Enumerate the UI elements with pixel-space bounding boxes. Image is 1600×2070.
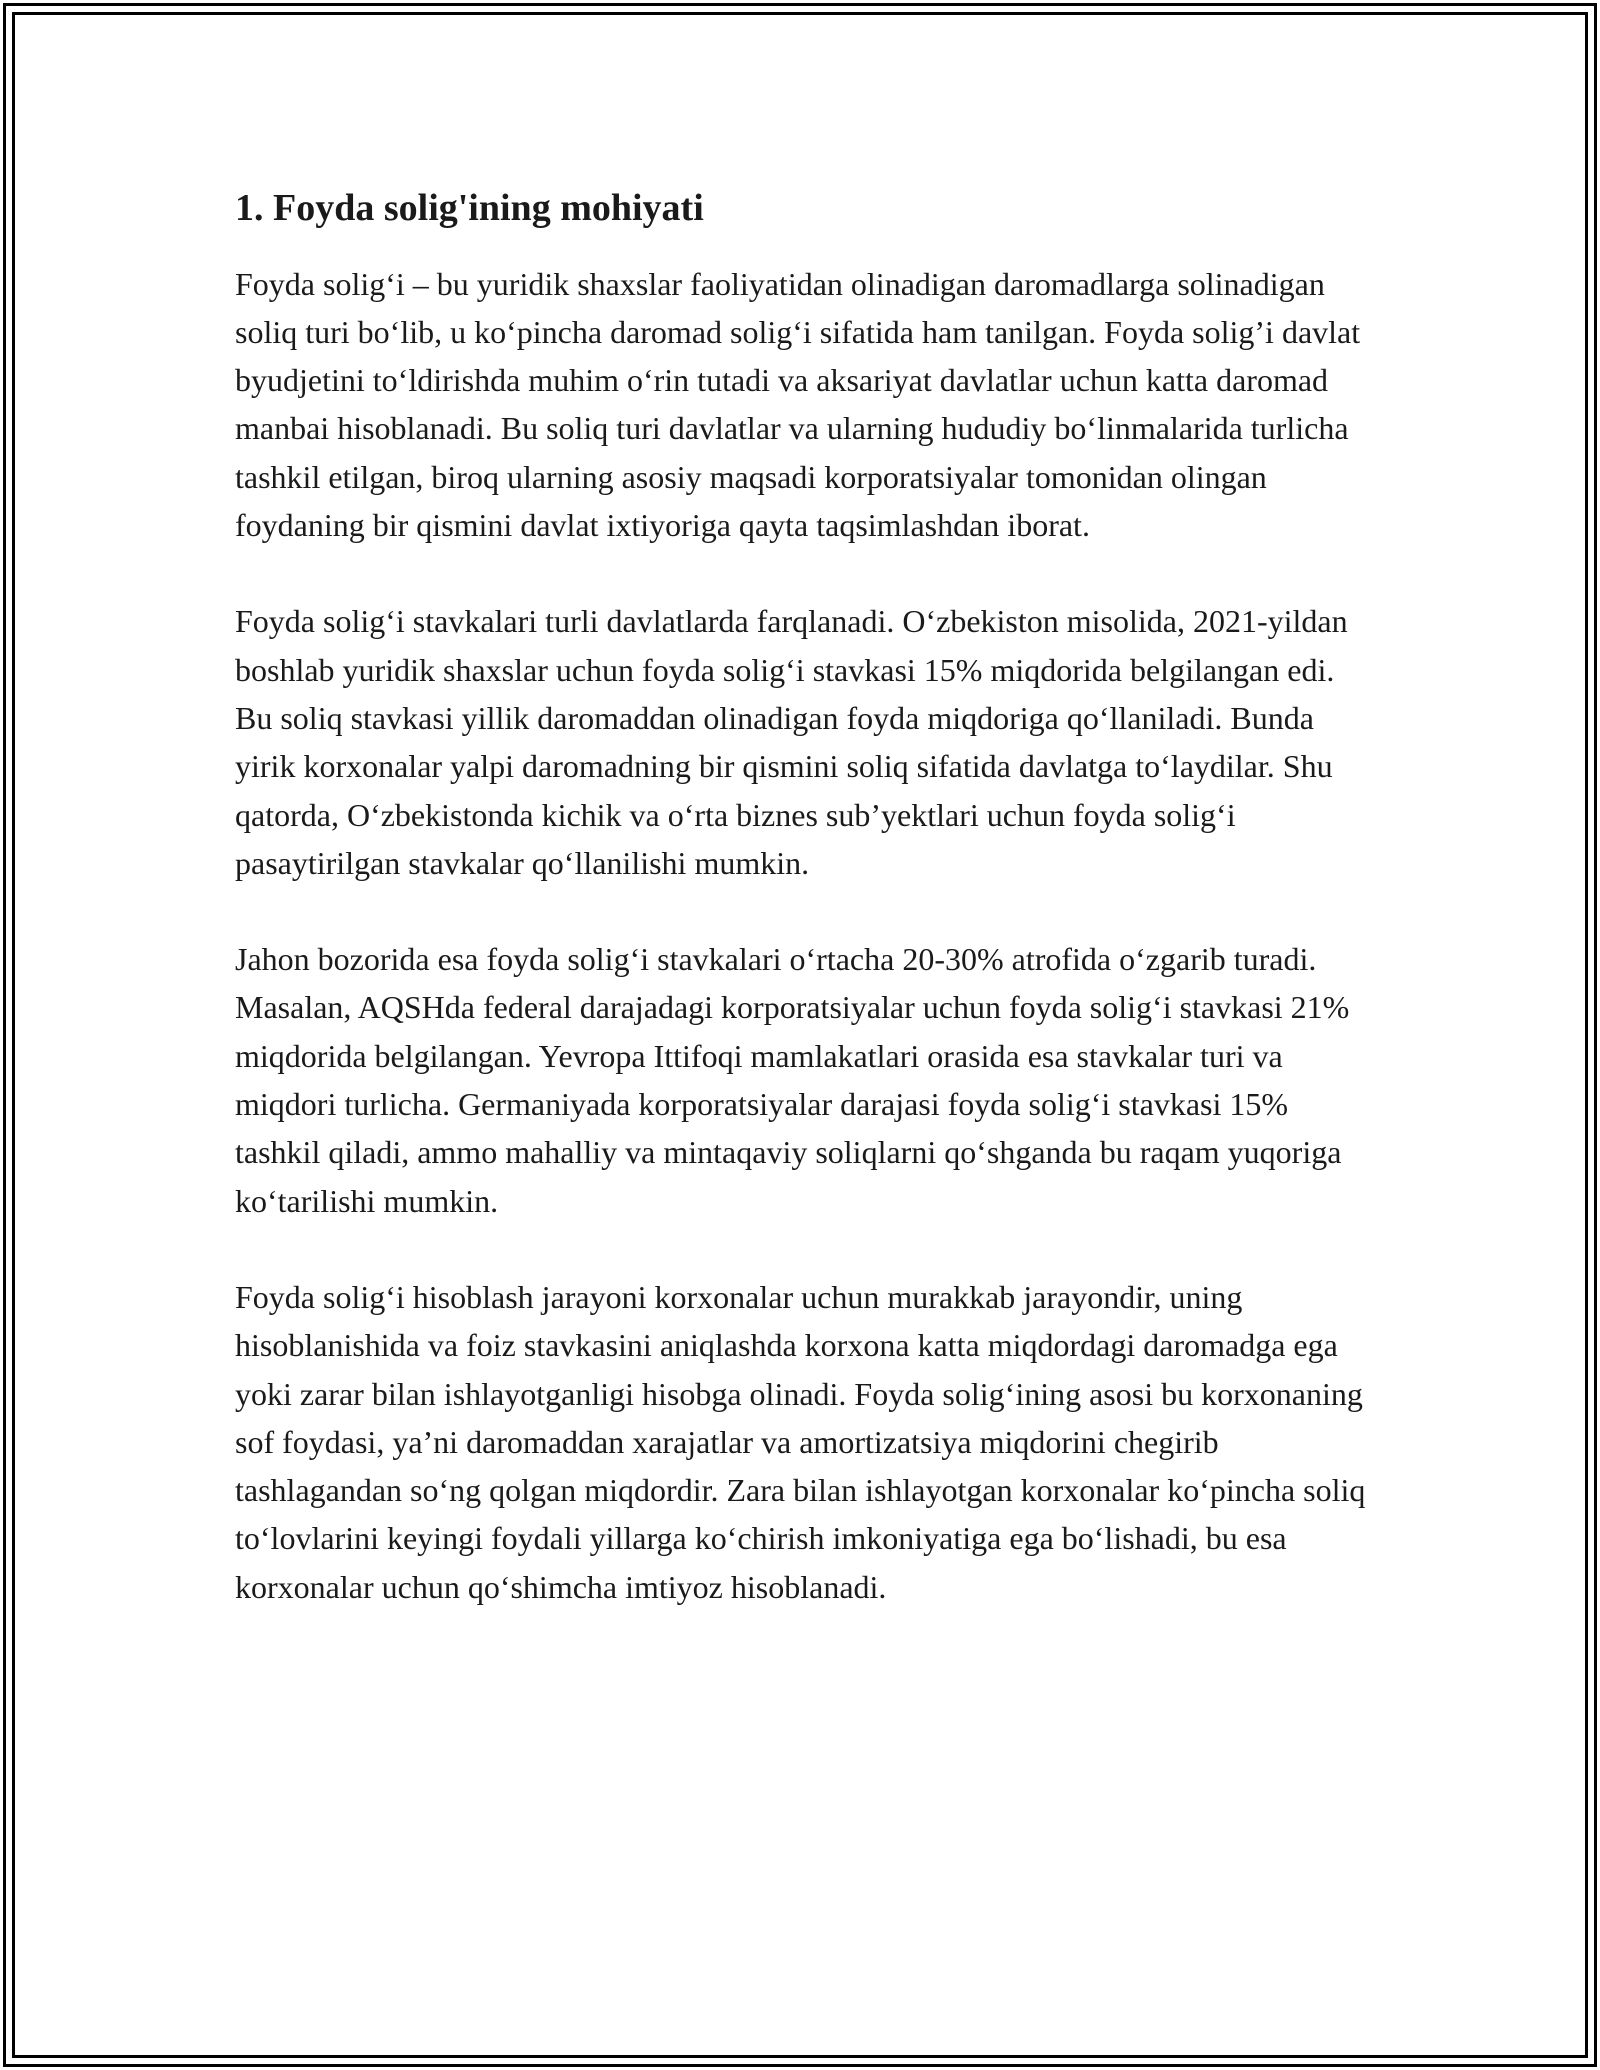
section-heading: 1. Foyda solig'ining mohiyati [235,187,704,229]
paragraph-1: Foyda solig‘i – bu yuridik shaxslar faoliyatidan olinadigan daromadlarga solinadigan soliq turi bo‘lib, u ko‘pincha daromad solig‘i sifatida ham tanilgan. Foyda solig’i davlat byudjetini to‘ldirishda muhim o‘rin tutadi va aksariyat davlatlar uchun katta daromad manbai hisoblanadi. Bu soliq turi davlatlar va ularning hududiy bo‘linmalarida turlicha tashkil etilgan, biroq ularning asosiy maqsadi korporatsiyalar tomonidan olingan foydaning bir qismini davlat ixtiyoriga qayta taqsimlashdan iborat. [235,265,1361,544]
document-body [235,186,1375,1659]
paragraph-3: Jahon bozorida esa foyda solig‘i stavkalari o‘rtacha 20-30% atrofida o‘zgarib turadi. Masalan, AQSHda federal darajadagi korporatsiyalar uchun foyda solig‘i stavkasi 21% miqdorida belgilangan. Yevropa Ittifoqi mamlakatlari orasida esa stavkalar turi va miqdori turlicha. Germaniyada korporatsiyalar darajasi foyda solig‘i stavkasi 15% tashkil qiladi, ammo mahalliy va mintaqaviy soliqlarni qo‘shganda bu raqam yuqoriga ko‘tarilishi mumkin. [235,941,1350,1219]
paragraph-2: Foyda solig‘i stavkalari turli davlatlarda farqlanadi. O‘zbekiston misolida, 2021-yildan boshlab yuridik shaxslar uchun foyda solig‘i stavkasi 15% miqdorida belgilangan edi. Bu soliq stavkasi yillik daromaddan olinadigan foyda miqdoriga qo‘llaniladi. Bunda yirik korxonalar yalpi daromadning bir qismini soliq sifatida davlatga to‘laydilar. Shu qatorda, O‘zbekistonda kichik va o‘rta biznes sub’yektlari uchun foyda solig‘i pasaytirilgan stavkalar qo‘llanilishi mumkin. [235,603,1348,881]
paragraph-4: Foyda solig‘i hisoblash jarayoni korxonalar uchun murakkab jarayondir, uning hisoblanishida va foiz stavkasini aniqlashda korxona katta miqdordagi daromadga ega yoki zarar bilan ishlayotganligi hisobga olinadi. Foyda solig‘ining asosi bu korxonaning sof foydasi, ya’ni daromaddan xarajatlar va amortizatsiya miqdorini chegirib tashlagandan so‘ng qolgan miqdordir. Zara bilan ishlayotgan korxonalar ko‘pincha soliq to‘lovlarini keyingi foydali yillarga ko‘chirish imkoniyatiga ega bo‘lishadi, bu esa korxonalar uchun qo‘shimcha imtiyoz hisoblanadi. [235,1278,1366,1605]
